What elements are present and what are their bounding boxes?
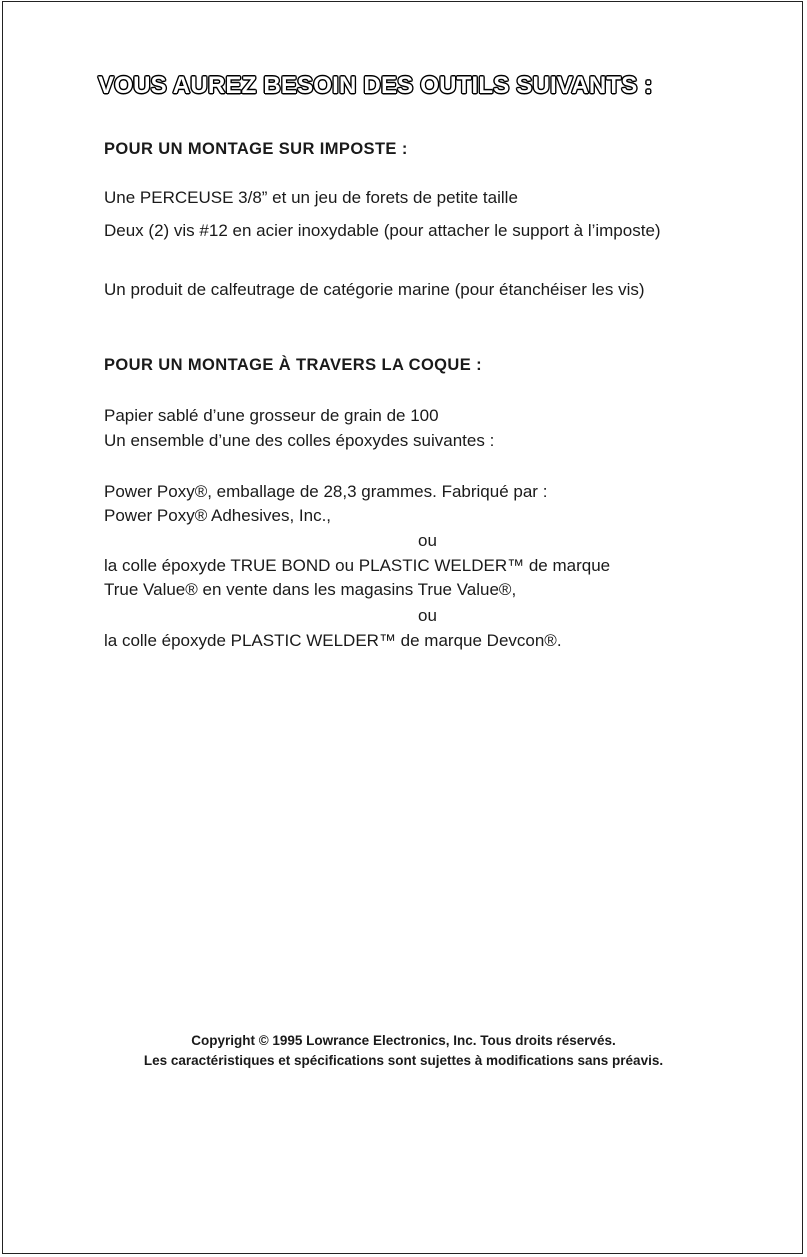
page-title: VOUS AUREZ BESOIN DES OUTILS SUIVANTS : <box>98 72 653 99</box>
transom-mount-heading: POUR UN MONTAGE SUR IMPOSTE : <box>104 140 408 158</box>
or-separator-2: ou <box>418 606 437 625</box>
epoxy-option-power-poxy-maker: Power Poxy® Adhesives, Inc., <box>104 506 332 525</box>
epoxy-option-true-value-stores: True Value® en vente dans les magasins True Value®, <box>104 580 517 599</box>
hull-mount-heading: POUR UN MONTAGE À TRAVERS LA COQUE : <box>104 356 483 374</box>
copyright-notice: Copyright © 1995 Lowrance Electronics, Inc. Tous droits réservés. <box>191 1033 616 1048</box>
transom-item-drill: Une PERCEUSE 3/8” et un jeu de forets de petite taille <box>104 188 518 207</box>
specifications-notice: Les caractéristiques et spécifications sont sujettes à modifications sans préavis. <box>143 1053 664 1068</box>
or-separator-1: ou <box>418 531 437 550</box>
epoxy-option-power-poxy: Power Poxy®, emballage de 28,3 grammes. Fabriqué par : <box>104 482 548 501</box>
hull-item-sandpaper: Papier sablé d’une grosseur de grain de 100 <box>104 406 439 425</box>
epoxy-option-true-value: la colle époxyde TRUE BOND ou PLASTIC WELDER™ de marque <box>104 556 611 575</box>
hull-item-epoxy-intro: Un ensemble d’une des colles époxydes suivantes : <box>104 431 495 450</box>
transom-item-screws: Deux (2) vis #12 en acier inoxydable (pour attacher le support à l’imposte) <box>104 221 661 240</box>
epoxy-option-devcon: la colle époxyde PLASTIC WELDER™ de marque Devcon®. <box>104 631 562 650</box>
transom-item-caulk: Un produit de calfeutrage de catégorie marine (pour étanchéiser les vis) <box>104 280 645 299</box>
